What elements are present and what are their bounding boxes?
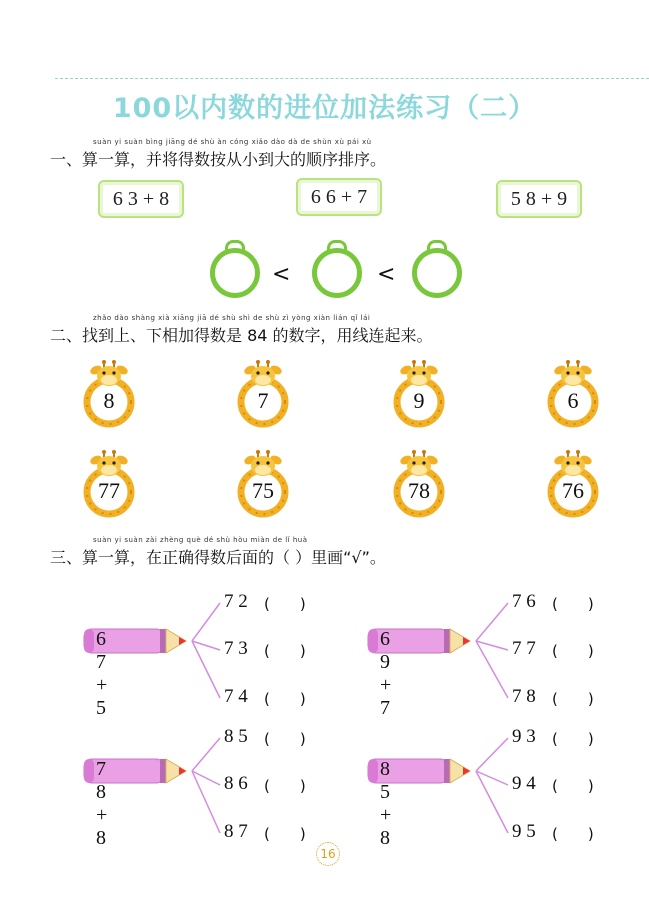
answer-checkbox[interactable]: ( ) — [264, 595, 306, 613]
answer-checkbox[interactable]: ( ) — [552, 777, 594, 795]
answer-option: 7 6 — [512, 591, 536, 612]
answer-option: 9 3 — [512, 726, 536, 747]
answer-option: 7 3 — [224, 638, 248, 659]
branch-line — [476, 738, 508, 771]
answer-option: 7 2 — [224, 591, 248, 612]
answer-option: 8 6 — [224, 773, 248, 794]
answer-option: 9 4 — [512, 773, 536, 794]
branch-line — [476, 771, 508, 785]
section3-pinyin: suàn yi suàn zài zhèng què dé shù hòu miàn de lǐ huà — [93, 536, 308, 544]
section1-heading: 一、算一算，并将得数按从小到大的顺序排序。 — [50, 150, 387, 169]
section3-heading: 三、算一算，在正确得数后面的（ ）里画“√”。 — [50, 548, 386, 567]
pencil-expression: 6 7 + 5 — [96, 628, 110, 719]
answer-option: 9 5 — [512, 821, 536, 842]
expression-box-1: 6 3 + 8 — [98, 180, 184, 218]
section2-pinyin: zhǎo dào shàng xià xiāng jiā dé shù shì de shù zì yòng xiàn lián qǐ lái — [93, 314, 371, 322]
answer-checkbox[interactable]: ( ) — [552, 730, 594, 748]
less-than-sign-1: < — [272, 262, 291, 287]
giraffe-number: 77 — [98, 478, 120, 503]
answer-option: 7 8 — [512, 686, 536, 707]
page-number: 16 — [316, 842, 340, 866]
giraffe-number: 75 — [252, 478, 274, 503]
answer-checkbox[interactable]: ( ) — [264, 777, 306, 795]
branch-line — [476, 771, 508, 833]
answer-checkbox[interactable]: ( ) — [264, 690, 306, 708]
giraffe-number: 7 — [257, 388, 269, 413]
answer-option: 8 7 — [224, 821, 248, 842]
section1-pinyin: suàn yi suàn bìng jiāng dé shù àn cóng xiǎo dào dà de shùn xù pái xù — [93, 138, 372, 146]
giraffe-number: 76 — [562, 478, 584, 503]
section2-heading: 二、找到上、下相加得数是 84 的数字，用线连起来。 — [50, 326, 433, 345]
expression-box-2: 6 6 + 7 — [296, 178, 382, 216]
answer-checkbox[interactable]: ( ) — [264, 730, 306, 748]
giraffe-number: 6 — [567, 388, 579, 413]
answer-checkbox[interactable]: ( ) — [552, 642, 594, 660]
giraffe-number: 9 — [413, 388, 425, 413]
giraffe-number: 78 — [408, 478, 430, 503]
pencil-expression: 6 9 + 7 — [380, 628, 394, 719]
answer-checkbox[interactable]: ( ) — [552, 595, 594, 613]
answer-checkbox[interactable]: ( ) — [264, 825, 306, 843]
answer-checkbox[interactable]: ( ) — [552, 825, 594, 843]
less-than-sign-2: < — [377, 262, 396, 287]
page-title: 100以内数的进位加法练习（二） — [112, 93, 537, 124]
pencil-expression: 8 5 + 8 — [380, 758, 394, 849]
pencil-expression: 7 8 + 8 — [96, 758, 110, 849]
giraffe-number: 8 — [103, 388, 115, 413]
answer-checkbox[interactable]: ( ) — [552, 690, 594, 708]
answer-option: 7 4 — [224, 686, 248, 707]
answer-checkbox[interactable]: ( ) — [264, 642, 306, 660]
expression-box-3: 5 8 + 9 — [496, 180, 582, 218]
answer-option: 7 7 — [512, 638, 536, 659]
answer-option: 8 5 — [224, 726, 248, 747]
